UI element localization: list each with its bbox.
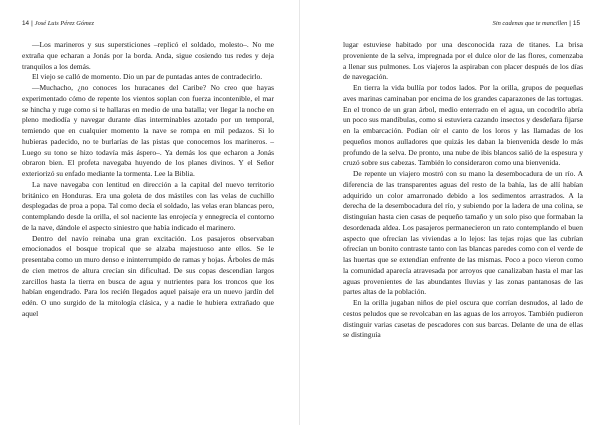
book-title: Sin cadenas que te mancillen [492,20,568,27]
left-running-header [22,20,94,28]
paragraph: La nave navegaba con lentitud en dirección a la capital del nuevo territorio británico en Honduras. Era una goleta de dos mástiles con las velas de cuchillo desplegadas de proa a popa. Tal como decía el soldado, las velas eran blancas pero, contemplando desde la orilla, el sol naciente las enrojecía y ennegrecía el contorno de la nave, dándole el aspecto siniestro que había indicado el marinero. [22,179,274,232]
paragraph: lugar estuviese habitado por una desconocida raza de titanes. La brisa proveniente de la selva, impregnada por el dulce olor de las flores, comenzaba a llenar sus pulmones. Los viajeros la aspiraban con placer después de los días de navegación. [343,40,583,82]
paragraph: —Los marineros y sus supersticiones –replicó el soldado, molesto–. No me extraña que echaran a Jonás por la borda. Anda, sigue cosiendo tus redes y deja tranquilos a los demás. [22,40,274,71]
paragraph: En tierra la vida bullía por todos lados. Por la orilla, grupos de pequeñas aves marinas caminaban por encima de los grandes caparazones de las tortugas. En el tronco de un gran árbol, medio enterrado en el agua, un cocodrilo abría un poco sus mandíbulas, como si estuviera cazando insectos y desdeñara fijarse en la embarcación. Podían oír el canto de los loros y las llamadas de los pequeños monos aulladores que quizás les daban la bienvenida desde lo más profundo de la selva. De pronto, una nube de ibis blancos salió de la espesura y cruzó sobre sus cabezas. También lo consideraron como una bienvenida. [343,83,583,168]
paragraph: —Muchacho, ¿no conoces los huracanes del Caribe? No creo que hayas experimentado cómo de repente los vientos soplan con fuerza inconteniblе, el mar se hincha y ruge como si te hallaras en medio de una batalla; ver llegar la noche en pleno mediodía y navegar durante días interminables azotado por un temporal, temiendo que en cualquier momento la nave se rompa en mil pedazos. Si lo hubieras padecido, no te burlarías de las pistas que conocemos los marineros. –Luego su tono se hizo todavía más áspero–. Ya demás los que echaron a Jonás obraron bien. El profeta navegaba huyendo de los planes divinos. Y el Señor exteriorizó su enfado mediante la tormenta. Lee la Biblia. [22,83,274,178]
author-name: José Luis Pérez Gómez [34,20,95,27]
paragraph: El viejo se calló de momento. Dio un par de puntadas antes de contradecirlo. [32,72,263,82]
header-separator: | [31,20,33,27]
paragraph: En la orilla jugaban niños de piel oscura que corrían desnudos, al lado de cestos peludos que se revolcaban en las aguas de los arroyos. También pudieron distinguir varias casetas de pescadores con sus barcas. Delante de una de ellas se distinguía [343,298,583,340]
left-page-body [22,40,274,320]
paragraph: Dentro del navío reinaba una gran excitación. Los pasajeros observaban emocionados el bosque tropical que se alzaba majestuoso ante ellos. Se le presentaba como un muro denso e ininterrumpido de ramas y hojas. Árboles de más de cien metros de altura crecían sin dificultad. De sus copas descendían largos zarcillos hasta la tierra en busca de agua y nutrientes para los troncos que los habían engendrado. Para los recién llegados aquel paisaje era un nuevo jardín del edén. O uno surgido de la mitología clásica, y a nadie le hubiera extrañado que aquel [22,233,274,318]
right-running-header [493,20,580,28]
header-separator: | [569,20,571,27]
paragraph: De repente un viajero mostró con su mano la desembocadura de un río. A diferencia de las transparentes aguas del resto de la bahía, las de allí habían adquirido un color amarronado debido a los sedimentos arrastrados. A la derecha de la desembocadura del río, y subiendo por la ladera de una colina, se distinguían hasta cien casas de pequeño tamaño y un solo piso que formaban la desordenada aldea. Los pasajeros permanecieron un rato contemplando el buen aspecto que ofrecían las viviendas a lo lejos: las tejas rojas que las cubrían ofrecían un bonito contraste tanto con las blancas paredes como con el verde de las huertas que se extendían enfrente de las mismas. Poco a poco vieron como la comunidad aparecía atravesada por arroyos que canalizaban hasta el mar las aguas provenientes de las abundantes lluvias y las zonas pantanosas de las partes altas de la población. [343,169,583,297]
right-page [300,0,600,425]
page-number: 14 [22,20,30,27]
page-number: 15 [572,20,580,27]
right-page-body [343,40,583,341]
